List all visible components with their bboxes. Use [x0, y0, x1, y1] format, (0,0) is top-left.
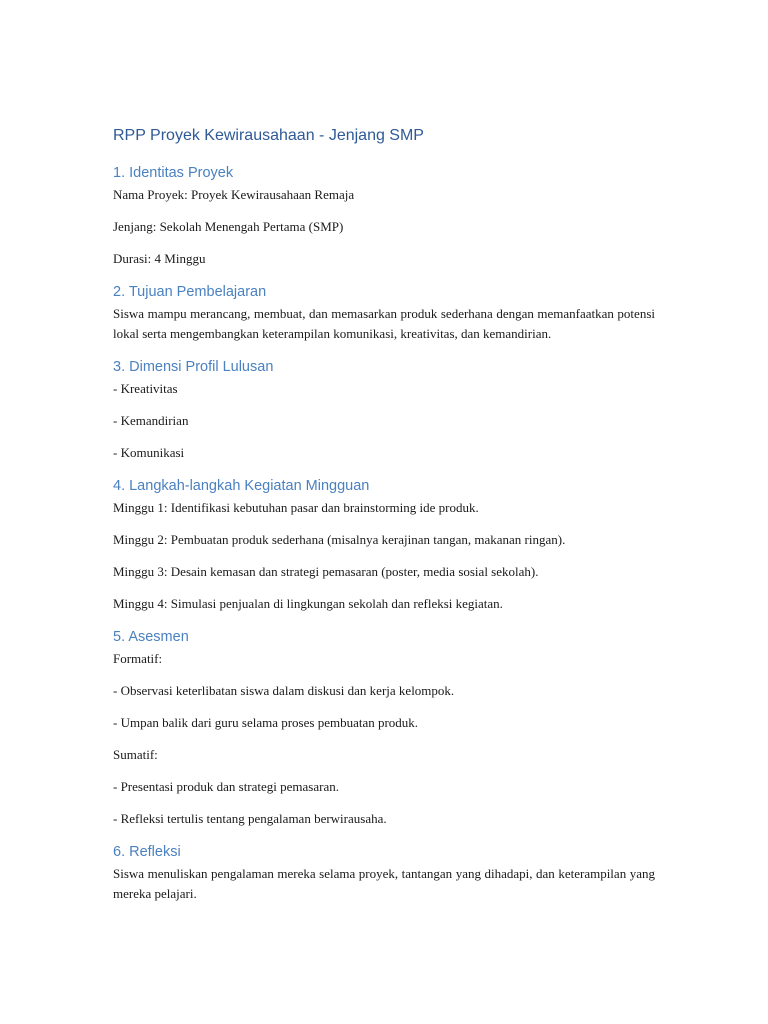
paragraph: Jenjang: Sekolah Menengah Pertama (SMP) — [113, 219, 344, 234]
list-item: - Observasi keterlibatan siswa dalam diskusi dan kerja kelompok. — [113, 683, 455, 698]
list-item: - Refleksi tertulis tentang pengalaman berwirausaha. — [113, 811, 387, 826]
paragraph: Formatif: — [113, 651, 163, 666]
list-item: - Kreativitas — [113, 381, 178, 396]
section-refleksi — [113, 841, 655, 904]
section-heading: 5. Asesmen — [113, 629, 189, 645]
paragraph: Sumatif: — [113, 747, 158, 762]
document-title: RPP Proyek Kewirausahaan - Jenjang SMP — [113, 127, 424, 144]
document-page — [113, 124, 655, 916]
list-item: - Umpan balik dari guru selama proses pembuatan produk. — [113, 715, 419, 730]
paragraph: Siswa menuliskan pengalaman mereka selama proyek, tantangan yang dihadapi, dan keterampilan yang mereka pelajari. — [113, 866, 655, 901]
section-heading: 6. Refleksi — [113, 844, 181, 860]
section-heading: 3. Dimensi Profil Lulusan — [113, 359, 274, 375]
section-langkah-kegiatan — [113, 475, 655, 614]
section-identitas-proyek — [113, 162, 655, 269]
section-heading: 1. Identitas Proyek — [113, 165, 234, 181]
section-tujuan-pembelajaran — [113, 281, 655, 344]
list-item: - Presentasi produk dan strategi pemasaran. — [113, 779, 339, 794]
list-item: - Kemandirian — [113, 413, 189, 428]
paragraph: Minggu 4: Simulasi penjualan di lingkungan sekolah dan refleksi kegiatan. — [113, 596, 503, 611]
section-dimensi-profil-lulusan — [113, 356, 655, 463]
paragraph: Durasi: 4 Minggu — [113, 251, 206, 266]
paragraph: Siswa mampu merancang, membuat, dan memasarkan produk sederhana dengan memanfaatkan potensi lokal serta mengembangkan keterampilan komunikasi, kreativitas, dan kemandirian. — [113, 306, 655, 341]
list-item: - Komunikasi — [113, 445, 185, 460]
section-heading: 2. Tujuan Pembelajaran — [113, 284, 267, 300]
paragraph: Nama Proyek: Proyek Kewirausahaan Remaja — [113, 187, 355, 202]
paragraph: Minggu 2: Pembuatan produk sederhana (misalnya kerajinan tangan, makanan ringan). — [113, 532, 566, 547]
section-asesmen — [113, 626, 655, 829]
paragraph: Minggu 3: Desain kemasan dan strategi pemasaran (poster, media sosial sekolah). — [113, 564, 539, 579]
section-heading: 4. Langkah-langkah Kegiatan Mingguan — [113, 478, 370, 494]
paragraph: Minggu 1: Identifikasi kebutuhan pasar dan brainstorming ide produk. — [113, 500, 479, 515]
